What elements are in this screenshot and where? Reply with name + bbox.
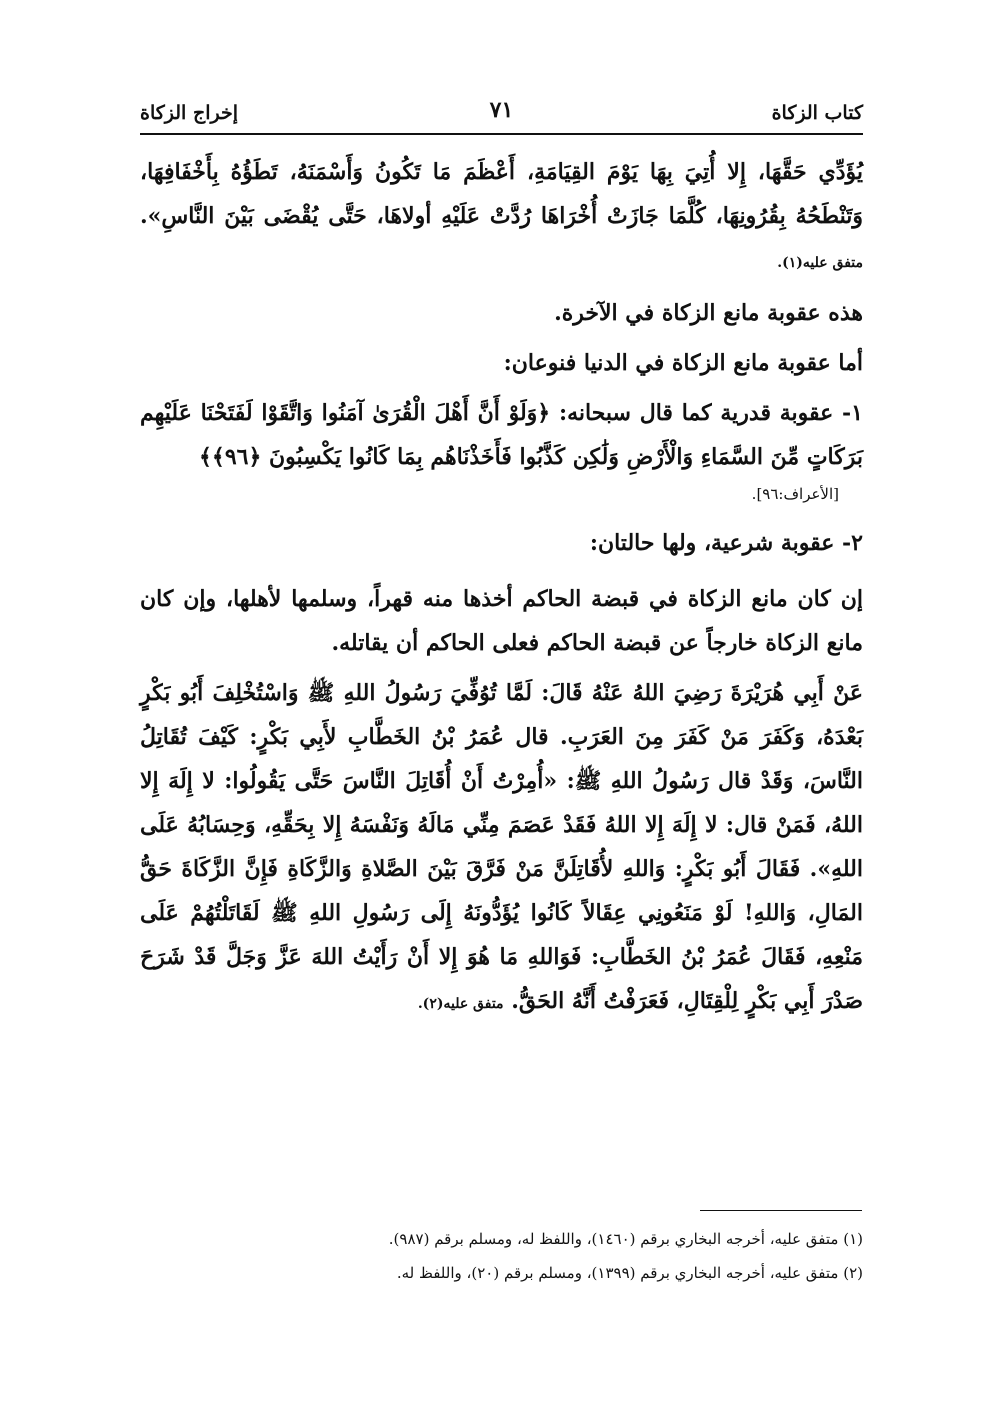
- hadith-2-reference: متفق عليه(٢).: [417, 996, 504, 1012]
- footnotes: [140, 1222, 863, 1290]
- page-header: [140, 95, 863, 131]
- hadith-1-reference: متفق عليه(١).: [777, 255, 863, 271]
- footnote-1: (١) متفق عليه، أخرجه البخاري برقم (١٤٦٠)، واللفظ له، ومسلم برقم (٩٨٧).: [388, 1230, 863, 1248]
- footnote-2: (٢) متفق عليه، أخرجه البخاري برقم (١٣٩٩)، ومسلم برقم (٢٠)، واللفظ له.: [396, 1264, 863, 1282]
- paragraph-akhira: هذه عقوبة مانع الزكاة في الآخرة.: [554, 300, 863, 326]
- list-item-1: ١- عقوبة قدرية كما قال سبحانه: ﴿وَلَوْ أَنَّ أَهْلَ الْقُرَىٰ آمَنُوا وَاتَّقَوْا لَفَتَحْنَا عَلَيْهِم بَرَكَاتٍ مِّنَ السَّمَاءِ وَالْأَرْضِ وَلَٰكِن كَذَّبُوا فَأَخَذْنَاهُم بِمَا كَانُوا يَكْسِبُونَ ﴿٩٦﴾﴾: [140, 400, 863, 470]
- page-number: ٧١: [489, 97, 514, 123]
- quran-reference: [الأعراف:٩٦].: [751, 485, 839, 503]
- heading-dunya: أما عقوبة مانع الزكاة في الدنيا فنوعان:: [503, 350, 863, 376]
- list-item-2-text: إن كان مانع الزكاة في قبضة الحاكم أخذها منه قهراً، وسلمها لأهلها، وإن كان مانع الزكاة خارجاً عن قبضة الحاكم فعلى الحاكم أن يقاتله.: [140, 586, 863, 656]
- header-book-title: كتاب الزكاة: [771, 102, 863, 124]
- header-rule: [140, 133, 863, 135]
- hadith-1-text: يُؤَدِّي حَقَّهَا، إِلا أُتِيَ بِهَا يَوْمَ القِيَامَةِ، أَعْظَمَ مَا تَكُونُ وَأَسْمَنَهُ، تَطَؤُهُ بِأَخْفَافِهَا، وَتَنْطَحُهُ بِقُرُونِهَا، كُلَّمَا جَازَتْ أُخْرَاهَا رُدَّتْ عَلَيْهِ أولاهَا، حَتَّى يُقْضَى بَيْنَ النَّاسِ».: [140, 159, 863, 229]
- hadith-2: [140, 671, 863, 1026]
- hadith-2-text: عَنْ أَبِي هُرَيْرَةَ رَضِيَ اللهُ عَنْهُ قَالَ: لَمَّا تُوُفِّيَ رَسُولُ اللهِ ﷺ وَاسْتُخْلِفَ أَبُو بَكْرٍ بَعْدَهُ، وَكَفَرَ مَنْ كَفَرَ مِنَ العَرَبِ. قال عُمَرُ بْنُ الخَطَّابِ لأَبِي بَكْرٍ: كَيْفَ تُقَاتِلُ النَّاسَ، وَقَدْ قال رَسُولُ اللهِ ﷺ: «أُمِرْتُ أَنْ أُقَاتِلَ النَّاسَ حَتَّى يَقُولُوا: لا إِلَهَ إِلا اللهُ، فَمَنْ قال: لا إِلَهَ إِلا اللهُ فَقَدْ عَصَمَ مِنِّي مَالَهُ وَنَفْسَهُ إِلا بِحَقِّهِ، وَحِسَابُهُ عَلَى اللهِ». فَقَالَ أَبُو بَكْرٍ: وَاللهِ لأُقَاتِلَنَّ مَنْ فَرَّقَ بَيْنَ الصَّلاةِ وَالزَّكَاةِ فَإِنَّ الزَّكَاةَ حَقُّ المَالِ، وَاللهِ! لَوْ مَنَعُونِي عِقَالاً كَانُوا يُؤَدُّونَهُ إِلَى رَسُولِ اللهِ ﷺ لَقَاتَلْتُهُمْ عَلَى مَنْعِهِ، فَقَالَ عُمَرُ بْنُ الخَطَّابِ: فَوَاللهِ مَا هُوَ إِلا أَنْ رَأَيْتُ اللهَ عَزَّ وَجَلَّ قَدْ شَرَحَ صَدْرَ أَبِي بَكْرٍ لِلْقِتَالِ، فَعَرَفْتُ أَنَّهُ الحَقُّ.: [140, 680, 863, 1014]
- header-chapter-title: إخراج الزكاة: [140, 102, 239, 124]
- hadith-continuation: [140, 150, 863, 285]
- page-body: [140, 150, 863, 1026]
- footnote-separator: [700, 1210, 862, 1211]
- list-item-2-heading: ٢- عقوبة شرعية، ولها حالتان:: [589, 530, 863, 556]
